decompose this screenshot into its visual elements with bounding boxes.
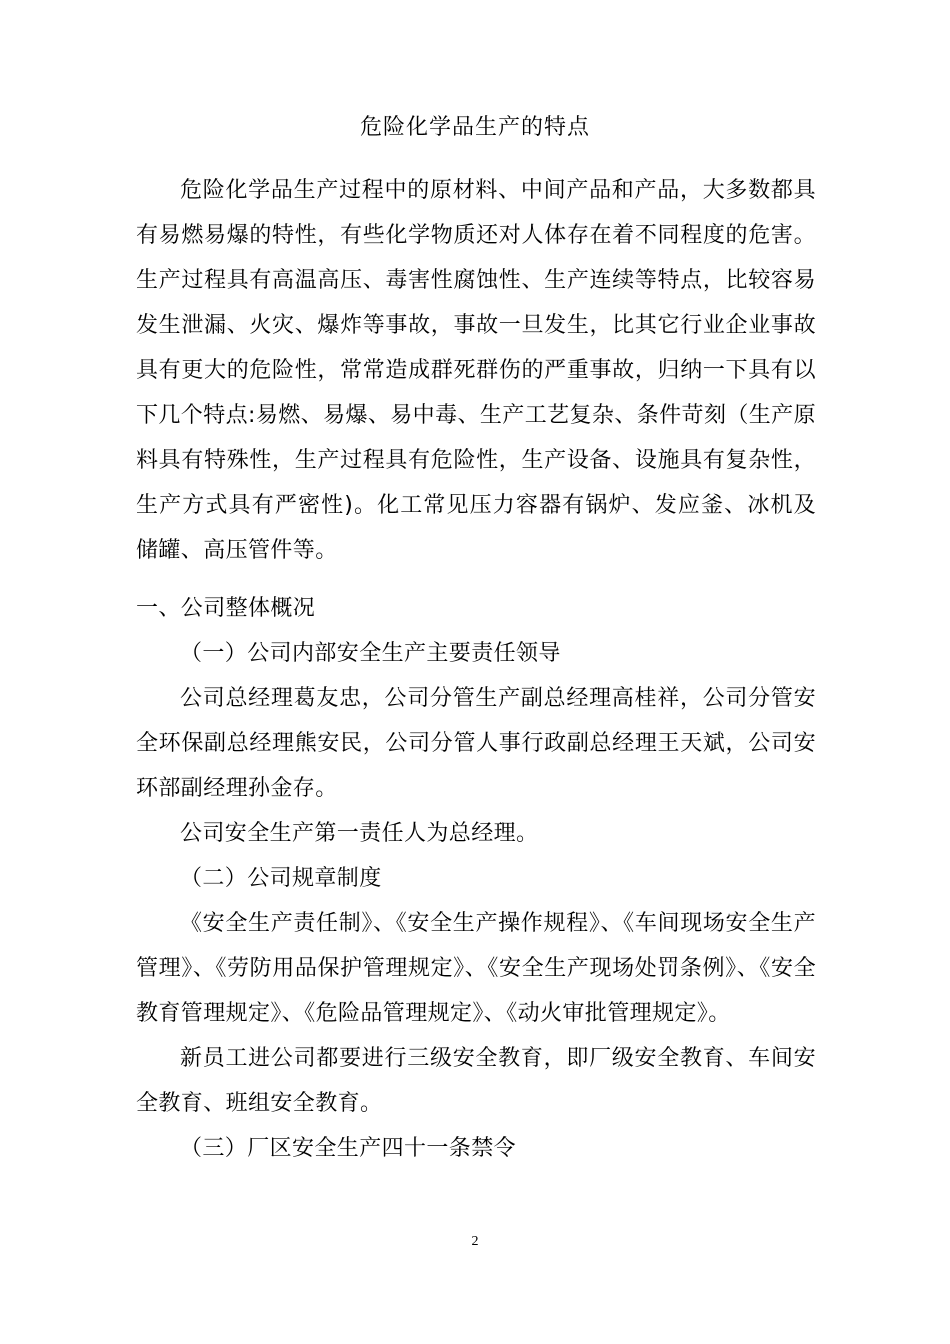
subsection-heading-prohibitions: （三）厂区安全生产四十一条禁令 bbox=[180, 1136, 517, 1161]
safety-education-paragraph: 新员工进公司都要进行三级安全教育，即厂级安全教育、车间安全教育、班组安全教育。 bbox=[136, 1046, 816, 1116]
first-responsible-person-paragraph: 公司安全生产第一责任人为总经理。 bbox=[180, 821, 539, 846]
section-heading-company-overview: 一、公司整体概况 bbox=[136, 596, 316, 621]
safety-leaders-paragraph: 公司总经理葛友忠，公司分管生产副总经理高桂祥，公司分管安全环保副总经理熊安民，公司分管人事行政副总经理王天斌，公司安环部副经理孙金存。 bbox=[136, 686, 816, 801]
regulations-list-paragraph: 《安全生产责任制》、《安全生产操作规程》、《车间现场安全生产管理》、《劳防用品保护管理规定》、《安全生产现场处罚条例》、《安全教育管理规定》、《危险品管理规定》、《动火审批管理规定》。 bbox=[136, 911, 816, 1026]
subsection-heading-regulations: （二）公司规章制度 bbox=[180, 866, 382, 891]
subsection-heading-safety-leaders: （一）公司内部安全生产主要责任领导 bbox=[180, 641, 561, 666]
document-body bbox=[136, 168, 816, 1171]
document-title: 危险化学品生产的特点 bbox=[359, 115, 590, 140]
page-number: 2 bbox=[471, 1234, 479, 1249]
intro-paragraph: 危险化学品生产过程中的原材料、中间产品和产品，大多数都具有易燃易爆的特性，有些化学物质还对人体存在着不同程度的危害。生产过程具有高温高压、毒害性腐蚀性、生产连续等特点，比较容易发生泄漏、火灾、爆炸等事故，事故一旦发生，比其它行业企业事故具有更大的危险性，常常造成群死群伤的严重事故，归纳一下具有以下几个特点:易燃、易爆、易中毒、生产工艺复杂、条件苛刻（生产原料具有特殊性，生产过程具有危险性，生产设备、设施具有复杂性，生产方式具有严密性)。化工常见压力容器有锅炉、发应釜、冰机及储罐、高压管件等。 bbox=[136, 178, 816, 563]
